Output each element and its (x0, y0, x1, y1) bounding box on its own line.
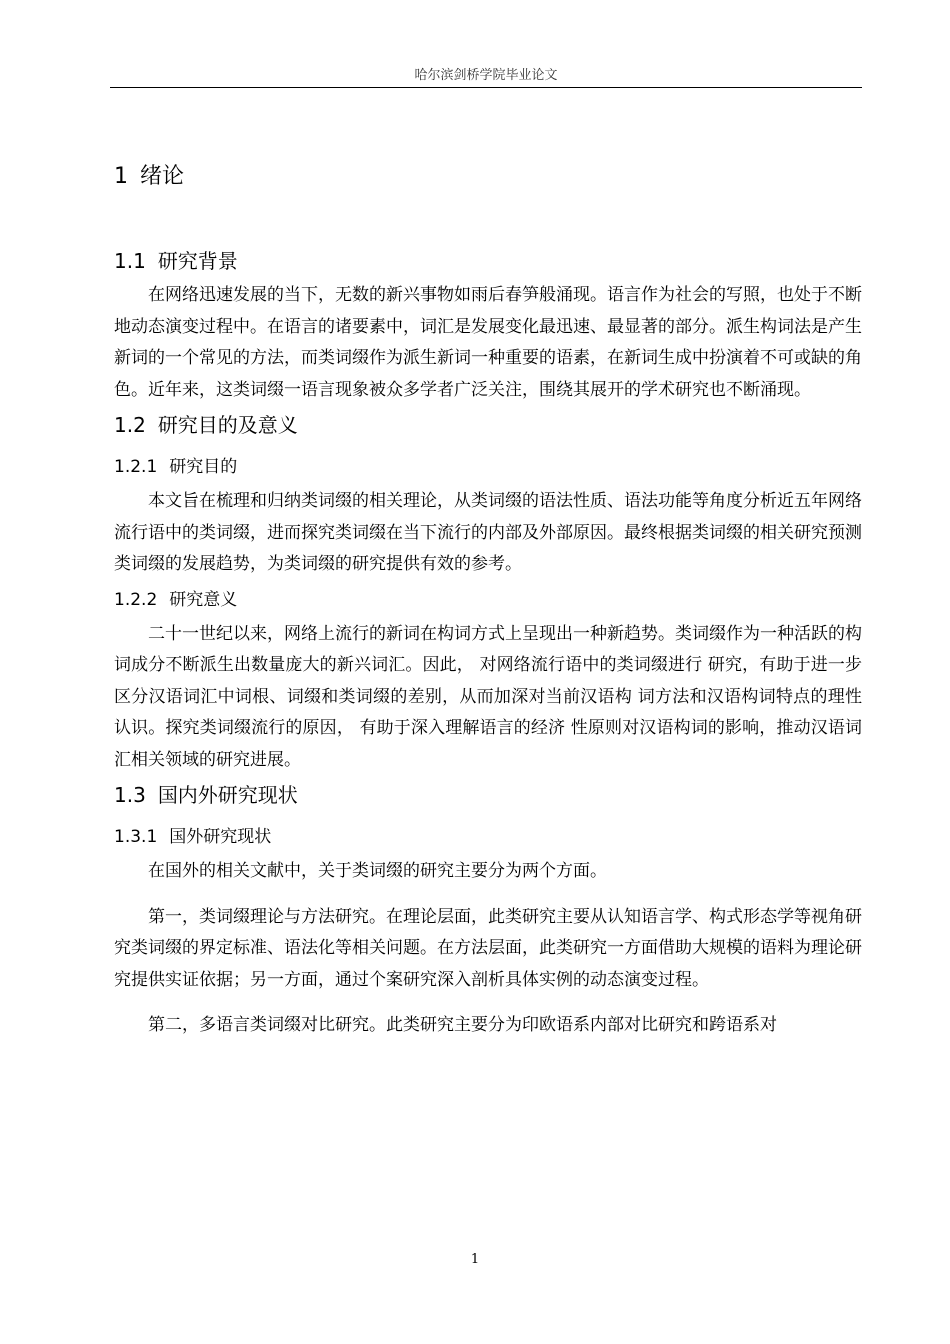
paragraph-foreign-intro: 在国外的相关文献中，关于类词缀的研究主要分为两个方面。 (148, 861, 607, 881)
section-heading-1-2 (114, 410, 862, 440)
paragraph-foreign-first: 第一，类词缀理论与方法研究。在理论层面，此类研究主要从认知语言学、构式形态学等视角研究类词缀的界定标准、语法化等相关问题。在方法层面，此类研究一方面借助大规模的语料为理论研究提供实证依据；另一方面，通过个案研究深入剖析具体实例的动态演变过程。 (114, 906, 862, 990)
subsection-title: 研究目的 (169, 457, 238, 477)
subsection-number: 1.2.2 (114, 589, 158, 610)
chapter-heading (114, 160, 862, 194)
section-heading-1-3 (114, 780, 862, 810)
chapter-title: 绪论 (140, 164, 185, 189)
paragraph-significance: 二十一世纪以来，网络上流行的新词在构词方式上呈现出一种新趋势。类词缀作为一种活跃的构词成分不断派生出数量庞大的新兴词汇。因此， 对网络流行语中的类词缀进行 研究，有助于进一步区分汉语词汇中词根、词缀和类词缀的差别，从而加深对当前汉语构 词方法和汉语构词特点的理性认识。探究类词缀流行的原因， 有助于深入理解语言的经济 性原则对汉语构词的影响，推动汉语词汇相关领域的研究进展。 (114, 623, 862, 770)
subsection-heading-1-3-1 (114, 822, 862, 852)
subsection-heading-1-2-1 (114, 452, 862, 482)
page-number: 1 (470, 1252, 480, 1267)
subsection-title: 国外研究现状 (169, 827, 272, 847)
paragraph-foreign-second: 第二，多语言类词缀对比研究。此类研究主要分为印欧语系内部对比研究和跨语系对 (148, 1015, 777, 1035)
section-number: 1.3 (114, 783, 146, 807)
section-title: 国内外研究现状 (157, 783, 298, 807)
section-heading-1-1 (114, 246, 862, 276)
section-number: 1.1 (114, 249, 146, 273)
section-title: 研究背景 (157, 249, 238, 273)
section-title: 研究目的及意义 (157, 413, 298, 437)
subsection-number: 1.3.1 (114, 827, 158, 847)
subsection-title: 研究意义 (169, 589, 238, 610)
subsection-number: 1.2.1 (114, 457, 158, 477)
header-rule (110, 87, 862, 88)
paragraph-purpose: 本文旨在梳理和归纳类词缀的相关理论，从类词缀的语法性质、语法功能等角度分析近五年网络流行语中的类词缀，进而探究类词缀在当下流行的内部及外部原因。最终根据类词缀的相关研究预测类词缀的发展趋势，为类词缀的研究提供有效的参考。 (114, 491, 862, 574)
paragraph-background: 在网络迅速发展的当下，无数的新兴事物如雨后春笋般涌现。语言作为社会的写照，也处于不断地动态演变过程中。在语言的诸要素中，词汇是发展变化最迅速、最显著的部分。派生构词法是产生新词的一个常见的方法，而类词缀作为派生新词一种重要的语素，在新词生成中扮演着不可或缺的角色。近年来，这类词缀一语言现象被众多学者广泛关注，围绕其展开的学术研究也不断涌现。 (114, 285, 862, 400)
section-number: 1.2 (114, 413, 146, 437)
running-header: 哈尔滨剑桥学院毕业论文 (414, 68, 558, 83)
subsection-heading-1-2-2 (114, 585, 862, 615)
page-body (114, 160, 862, 1046)
chapter-number: 1 (114, 164, 128, 189)
